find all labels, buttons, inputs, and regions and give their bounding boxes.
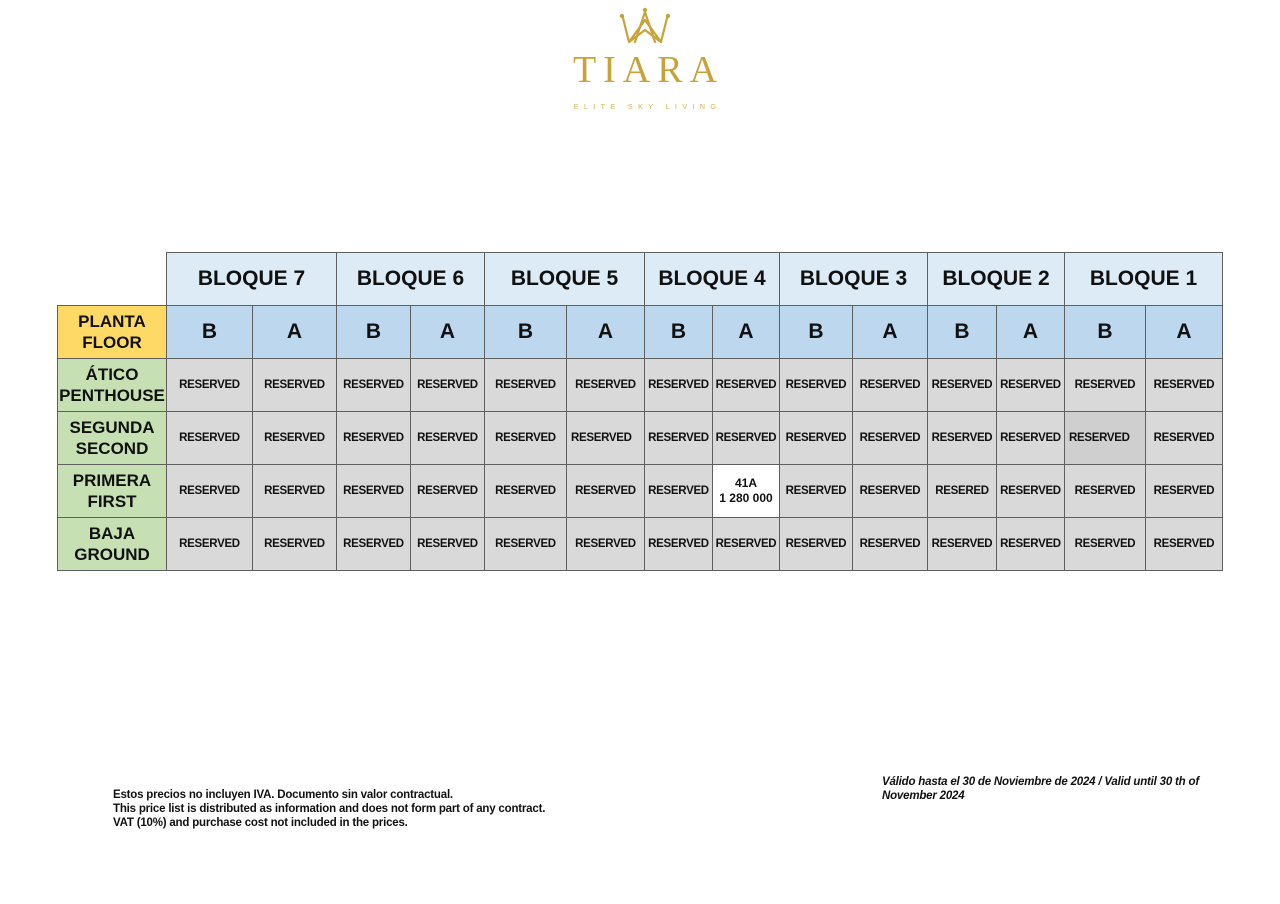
reserved-cell: RESERVED (411, 359, 485, 412)
floor-row (58, 465, 1223, 518)
unit-col-header: B (167, 306, 253, 359)
floor-label (58, 518, 167, 571)
unit-col-header: B (485, 306, 567, 359)
bloque-5-header: BLOQUE 5 (485, 253, 645, 306)
floor-row (58, 518, 1223, 571)
reserved-cell: RESERVED (485, 518, 567, 571)
unit-code: 41A (734, 476, 757, 490)
reserved-cell: RESERVED (780, 465, 853, 518)
floor-label-en: GROUND (74, 545, 150, 564)
unit-col-header: B (645, 306, 713, 359)
reserved-cell: RESERVED (1146, 359, 1223, 412)
disclaimer-text (113, 788, 545, 830)
floor-header-es: PLANTA (78, 312, 146, 331)
floor-label-es: ÁTICO (85, 365, 139, 384)
floor-label (58, 359, 167, 412)
reserved-cell: RESERVED (713, 412, 780, 465)
unit-col-header: A (853, 306, 928, 359)
reserved-cell: RESERVED (411, 412, 485, 465)
reserved-cell: RESERVED (1065, 412, 1146, 465)
block-header-row (58, 253, 1223, 306)
reserved-cell: RESERVED (1065, 465, 1146, 518)
reserved-cell: RESERVED (713, 359, 780, 412)
reserved-cell: RESERVED (485, 359, 567, 412)
reserved-cell: RESERVED (853, 359, 928, 412)
unit-col-header: B (337, 306, 411, 359)
reserved-cell: RESERVED (411, 518, 485, 571)
reserved-cell: RESERVED (1146, 412, 1223, 465)
reserved-cell: RESERVED (928, 412, 997, 465)
reserved-cell: RESERVED (997, 412, 1065, 465)
unit-col-header: A (1146, 306, 1223, 359)
floor-row (58, 412, 1223, 465)
reserved-cell: RESERVED (411, 465, 485, 518)
floor-header-en: FLOOR (82, 333, 142, 352)
logo-subtitle: ELITE SKY LIVING (573, 102, 722, 111)
disclaimer-line: Estos precios no incluyen IVA. Documento sin valor contractual. (113, 789, 453, 801)
reserved-cell: RESERVED (780, 359, 853, 412)
reserved-cell: RESERED (928, 465, 997, 518)
reserved-cell: RESERVED (1146, 518, 1223, 571)
reserved-cell: RESERVED (997, 465, 1065, 518)
reserved-cell: RESERVED (853, 412, 928, 465)
corner-blank (58, 253, 167, 306)
reserved-cell: RESERVED (485, 465, 567, 518)
reserved-cell: RESERVED (853, 518, 928, 571)
reserved-cell: RESERVED (780, 518, 853, 571)
reserved-cell: RESERVED (567, 465, 645, 518)
unit-col-header: A (253, 306, 337, 359)
crown-icon (617, 6, 673, 46)
reserved-cell: RESERVED (485, 412, 567, 465)
disclaimer-line: This price list is distributed as information and does not form part of any contract. (113, 803, 546, 815)
unit-price: 1 280 000 (719, 491, 773, 505)
reserved-cell: RESERVED (567, 412, 645, 465)
floor-label-es: PRIMERA (72, 471, 152, 490)
unit-col-header: A (411, 306, 485, 359)
floor-column-header (58, 306, 167, 359)
bloque-1-header: BLOQUE 1 (1065, 253, 1223, 306)
reserved-cell: RESERVED (853, 465, 928, 518)
reserved-cell: RESERVED (645, 412, 713, 465)
reserved-cell: RESERVED (337, 465, 411, 518)
reserved-cell: RESERVED (567, 518, 645, 571)
reserved-cell: RESERVED (167, 465, 253, 518)
floor-label-es: BAJA (88, 524, 136, 543)
unit-header-row (58, 306, 1223, 359)
reserved-cell: RESERVED (997, 518, 1065, 571)
reserved-cell: RESERVED (928, 518, 997, 571)
floor-label-en: PENTHOUSE (59, 386, 165, 405)
floor-label (58, 412, 167, 465)
reserved-cell: RESERVED (567, 359, 645, 412)
unit-col-header: B (928, 306, 997, 359)
reserved-cell: RESERVED (1065, 518, 1146, 571)
bloque-7-header: BLOQUE 7 (167, 253, 337, 306)
floor-label-en: FIRST (87, 492, 137, 511)
bloque-6-header: BLOQUE 6 (337, 253, 485, 306)
reserved-cell: RESERVED (167, 359, 253, 412)
reserved-cell: RESERVED (645, 359, 713, 412)
reserved-cell: RESERVED (253, 412, 337, 465)
unit-col-header: A (997, 306, 1065, 359)
reserved-cell: RESERVED (337, 518, 411, 571)
reserved-cell: RESERVED (645, 518, 713, 571)
bloque-3-header: BLOQUE 3 (780, 253, 928, 306)
unit-col-header: A (713, 306, 780, 359)
tiara-logo (560, 6, 730, 111)
bloque-2-header: BLOQUE 2 (928, 253, 1065, 306)
logo-title: TIARA (572, 49, 725, 91)
reserved-cell: RESERVED (780, 412, 853, 465)
reserved-cell: RESERVED (997, 359, 1065, 412)
availability-table (57, 252, 1223, 571)
unit-col-header: B (1065, 306, 1146, 359)
reserved-cell: RESERVED (713, 518, 780, 571)
floor-row (58, 359, 1223, 412)
reserved-cell: RESERVED (167, 412, 253, 465)
reserved-cell: RESERVED (253, 359, 337, 412)
reserved-cell: RESERVED (253, 465, 337, 518)
reserved-cell: RESERVED (337, 359, 411, 412)
reserved-cell: RESERVED (337, 412, 411, 465)
floor-label-en: SECOND (75, 439, 149, 458)
unit-col-header: B (780, 306, 853, 359)
available-unit-cell (713, 465, 780, 518)
reserved-cell: RESERVED (1146, 465, 1223, 518)
floor-label (58, 465, 167, 518)
bloque-4-header: BLOQUE 4 (645, 253, 780, 306)
reserved-cell: RESERVED (928, 359, 997, 412)
reserved-cell: RESERVED (167, 518, 253, 571)
unit-col-header: A (567, 306, 645, 359)
reserved-cell: RESERVED (645, 465, 713, 518)
validity-note: Válido hasta el 30 de Noviembre de 2024 / Valid until 30 th of November 2024 (882, 776, 1199, 802)
reserved-cell: RESERVED (253, 518, 337, 571)
floor-label-es: SEGUNDA (69, 418, 155, 437)
reserved-cell: RESERVED (1065, 359, 1146, 412)
disclaimer-line: VAT (10%) and purchase cost not included in the prices. (113, 817, 408, 829)
